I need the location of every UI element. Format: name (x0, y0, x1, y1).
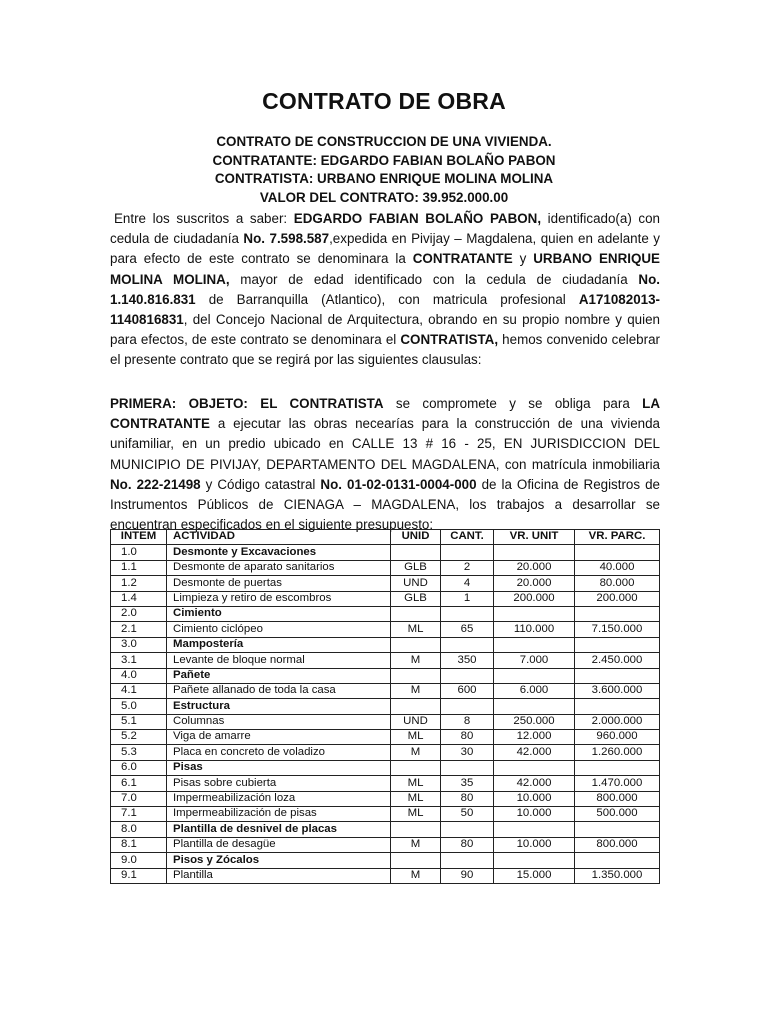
budget-row (111, 745, 660, 760)
header-unit: UNID (391, 530, 441, 545)
row-activity: Columnas (167, 714, 391, 729)
contract-headings (0, 133, 768, 207)
row-partial-value (575, 760, 660, 775)
row-activity: Plantilla de desnivel de placas (167, 822, 391, 837)
row-unit (391, 699, 441, 714)
row-quantity (441, 637, 494, 652)
row-partial-value: 40.000 (575, 560, 660, 575)
budget-row (111, 837, 660, 852)
text-run: de Barranquilla (Atlantico), con matricula profesional (195, 291, 579, 307)
row-item-number: 5.1 (111, 714, 167, 729)
row-unit: M (391, 868, 441, 883)
row-unit-value: 15.000 (494, 868, 575, 883)
budget-row (111, 791, 660, 806)
text-run: Entre los suscritos a saber: (114, 211, 294, 226)
row-unit: GLB (391, 560, 441, 575)
budget-table (110, 529, 660, 884)
row-quantity (441, 853, 494, 868)
row-quantity (441, 822, 494, 837)
budget-section-row (111, 760, 660, 775)
row-item-number: 4.0 (111, 668, 167, 683)
row-item-number: 9.0 (111, 853, 167, 868)
row-item-number: 3.0 (111, 637, 167, 652)
row-quantity: 80 (441, 837, 494, 852)
row-unit-value (494, 668, 575, 683)
row-activity: Estructura (167, 699, 391, 714)
bold-text-run: No. 1.140.816.831 (110, 271, 660, 307)
row-activity: Levante de bloque normal (167, 653, 391, 668)
clause-primera-paragraph (110, 394, 660, 535)
row-quantity (441, 668, 494, 683)
row-unit (391, 545, 441, 560)
row-quantity: 80 (441, 730, 494, 745)
header-unit-value: VR. UNIT (494, 530, 575, 545)
row-partial-value: 500.000 (575, 807, 660, 822)
row-unit-value (494, 699, 575, 714)
row-activity: Limpieza y retiro de escombros (167, 591, 391, 606)
row-unit (391, 760, 441, 775)
budget-section-row (111, 637, 660, 652)
row-unit-value: 20.000 (494, 576, 575, 591)
row-item-number: 8.1 (111, 837, 167, 852)
row-unit-value (494, 822, 575, 837)
row-item-number: 6.0 (111, 760, 167, 775)
row-partial-value: 7.150.000 (575, 622, 660, 637)
row-partial-value: 1.350.000 (575, 868, 660, 883)
row-partial-value: 960.000 (575, 730, 660, 745)
heading-line: CONTRATANTE: EDGARDO FABIAN BOLAÑO PABON (212, 152, 556, 168)
text-run: se compromete y se obliga para (383, 396, 643, 411)
bold-text-run: A171082013-1140816831 (110, 291, 660, 328)
budget-section-row (111, 699, 660, 714)
row-unit: UND (391, 576, 441, 591)
row-partial-value: 800.000 (575, 791, 660, 806)
row-unit: UND (391, 714, 441, 729)
text-run: mayor de edad identificado con la cedula de ciudadanía (229, 271, 639, 287)
row-quantity: 80 (441, 791, 494, 806)
row-activity: Placa en concreto de voladizo (167, 745, 391, 760)
row-partial-value (575, 668, 660, 683)
row-quantity: 50 (441, 807, 494, 822)
budget-row (111, 653, 660, 668)
budget-row (111, 622, 660, 637)
budget-row (111, 591, 660, 606)
row-unit: ML (391, 622, 441, 637)
row-unit-value: 6.000 (494, 683, 575, 698)
row-unit: GLB (391, 591, 441, 606)
row-partial-value (575, 822, 660, 837)
row-item-number: 5.3 (111, 745, 167, 760)
row-partial-value (575, 637, 660, 652)
row-unit (391, 606, 441, 621)
row-quantity: 30 (441, 745, 494, 760)
budget-row (111, 714, 660, 729)
row-unit-value (494, 606, 575, 621)
row-partial-value: 80.000 (575, 576, 660, 591)
row-activity: Impermeabilización loza (167, 791, 391, 806)
row-unit-value: 250.000 (494, 714, 575, 729)
row-activity: Pisas (167, 760, 391, 775)
row-item-number: 8.0 (111, 822, 167, 837)
bold-text-run: No. 222-21498 (110, 476, 201, 492)
budget-row (111, 776, 660, 791)
row-unit: ML (391, 807, 441, 822)
row-unit: M (391, 653, 441, 668)
row-activity: Impermeabilización de pisas (167, 807, 391, 822)
text-run: de la Oficina de Registros de Instrumentos Públicos de CIENAGA – MAGDALENA, los trabajos a desarrollar se encuentran especificados en el siguiente presupuesto: (110, 476, 660, 533)
row-unit: M (391, 745, 441, 760)
row-quantity: 35 (441, 776, 494, 791)
row-activity: Pañete (167, 668, 391, 683)
row-quantity: 1 (441, 591, 494, 606)
budget-row (111, 730, 660, 745)
row-partial-value: 2.450.000 (575, 653, 660, 668)
row-unit: ML (391, 730, 441, 745)
text-run: y (512, 251, 534, 267)
row-item-number: 3.1 (111, 653, 167, 668)
row-partial-value: 1.470.000 (575, 776, 660, 791)
row-activity: Mampostería (167, 637, 391, 652)
row-partial-value: 200.000 (575, 591, 660, 606)
row-unit-value (494, 637, 575, 652)
row-item-number: 7.1 (111, 807, 167, 822)
row-item-number: 7.0 (111, 791, 167, 806)
row-unit-value: 20.000 (494, 560, 575, 575)
row-quantity: 65 (441, 622, 494, 637)
row-unit-value: 10.000 (494, 837, 575, 852)
row-unit-value (494, 545, 575, 560)
row-unit-value: 12.000 (494, 730, 575, 745)
row-partial-value: 2.000.000 (575, 714, 660, 729)
row-partial-value (575, 699, 660, 714)
bold-text-run: No. 01-02-0131-0004-000 (320, 476, 477, 492)
row-activity: Viga de amarre (167, 730, 391, 745)
row-activity: Plantilla de desagüe (167, 837, 391, 852)
budget-section-row (111, 606, 660, 621)
heading-line: CONTRATO DE CONSTRUCCION DE UNA VIVIENDA. (216, 134, 552, 149)
bold-text-run: PRIMERA: OBJETO: EL CONTRATISTA (110, 396, 384, 411)
row-item-number: 1.4 (111, 591, 167, 606)
row-activity: Desmonte y Excavaciones (167, 545, 391, 560)
row-unit-value: 110.000 (494, 622, 575, 637)
budget-row (111, 560, 660, 575)
row-activity: Desmonte de puertas (167, 576, 391, 591)
row-item-number: 9.1 (111, 868, 167, 883)
row-unit (391, 668, 441, 683)
row-unit-value (494, 760, 575, 775)
row-item-number: 5.2 (111, 730, 167, 745)
row-activity: Cimiento ciclópeo (167, 622, 391, 637)
budget-row (111, 576, 660, 591)
header-activity: ACTIVIDAD (167, 530, 391, 545)
row-activity: Plantilla (167, 868, 391, 883)
row-item-number: 1.1 (111, 560, 167, 575)
row-partial-value (575, 606, 660, 621)
document-title: CONTRATO DE OBRA (262, 88, 506, 114)
bold-text-run: URBANO ENRIQUE MOLINA MOLINA, (110, 251, 660, 287)
row-unit-value: 200.000 (494, 591, 575, 606)
budget-row (111, 868, 660, 883)
budget-section-row (111, 822, 660, 837)
row-activity: Desmonte de aparato sanitarios (167, 560, 391, 575)
row-quantity (441, 760, 494, 775)
row-quantity: 350 (441, 653, 494, 668)
row-item-number: 2.1 (111, 622, 167, 637)
row-quantity (441, 699, 494, 714)
row-activity: Pisos y Zócalos (167, 853, 391, 868)
row-activity: Pisas sobre cubierta (167, 776, 391, 791)
row-partial-value: 3.600.000 (575, 683, 660, 698)
row-unit: M (391, 837, 441, 852)
row-partial-value (575, 545, 660, 560)
row-item-number: 1.0 (111, 545, 167, 560)
row-item-number: 1.2 (111, 576, 167, 591)
row-unit-value: 42.000 (494, 745, 575, 760)
row-unit (391, 637, 441, 652)
budget-section-row (111, 853, 660, 868)
row-unit: ML (391, 791, 441, 806)
bold-text-run: No. 7.598.587 (243, 231, 330, 247)
text-run: ,expedida en Pivijay – Magdalena, quien en adelante y para efecto de este contrato se denominara la (110, 231, 660, 267)
budget-section-row (111, 668, 660, 683)
budget-body (111, 545, 660, 884)
row-unit-value: 10.000 (494, 791, 575, 806)
bold-text-run: EDGARDO FABIAN BOLAÑO PABON, (293, 211, 542, 226)
row-partial-value: 1.260.000 (575, 745, 660, 760)
text-run: hemos convenido celebrar el presente contrato que se regirá por las siguientes clausulas: (110, 332, 660, 368)
row-item-number: 6.1 (111, 776, 167, 791)
bold-text-run: CONTRATANTE (412, 251, 513, 267)
row-unit-value (494, 853, 575, 868)
text-run: a ejecutar las obras necearías para la construcción de una vivienda unifamiliar, en un predio ubicado en CALLE 13 # 16 - 25, EN JURISDICCION DEL MUNICIPIO DE PIVIJAY, DEPARTAMENTO DEL MAGDALENA, con matrícula inmobiliaria (110, 416, 660, 472)
row-quantity: 2 (441, 560, 494, 575)
text-run: y Código catastral (200, 476, 321, 492)
row-item-number: 4.1 (111, 683, 167, 698)
header-partial-value: VR. PARC. (575, 530, 660, 545)
row-quantity: 90 (441, 868, 494, 883)
budget-row (111, 683, 660, 698)
row-quantity: 4 (441, 576, 494, 591)
text-run: identificado(a) con cedula de ciudadanía (110, 211, 661, 247)
intro-paragraph (110, 209, 660, 371)
row-unit: ML (391, 776, 441, 791)
row-quantity: 600 (441, 683, 494, 698)
row-partial-value: 800.000 (575, 837, 660, 852)
bold-text-run: CONTRATISTA, (400, 332, 499, 348)
heading-line: VALOR DEL CONTRATO: 39.952.000.00 (259, 189, 509, 205)
row-unit-value: 7.000 (494, 653, 575, 668)
heading-line: CONTRATISTA: URBANO ENRIQUE MOLINA MOLINA (214, 171, 554, 186)
row-unit: M (391, 683, 441, 698)
row-unit-value: 42.000 (494, 776, 575, 791)
header-item: INTEM (111, 530, 167, 545)
bold-text-run: LA CONTRATANTE (110, 396, 661, 432)
row-activity: Pañete allanado de toda la casa (167, 683, 391, 698)
row-item-number: 2.0 (111, 606, 167, 621)
text-run: , del Concejo Nacional de Arquitectura, obrando en su propio nombre y quien para efectos, de este contrato se denominara el (110, 312, 660, 348)
row-quantity: 8 (441, 714, 494, 729)
row-quantity (441, 606, 494, 621)
row-activity: Cimiento (167, 606, 391, 621)
budget-row (111, 807, 660, 822)
row-partial-value (575, 853, 660, 868)
budget-header-row (111, 530, 660, 545)
row-unit-value: 10.000 (494, 807, 575, 822)
row-quantity (441, 545, 494, 560)
row-unit (391, 822, 441, 837)
row-item-number: 5.0 (111, 699, 167, 714)
budget-section-row (111, 545, 660, 560)
row-unit (391, 853, 441, 868)
header-quantity: CANT. (441, 530, 494, 545)
